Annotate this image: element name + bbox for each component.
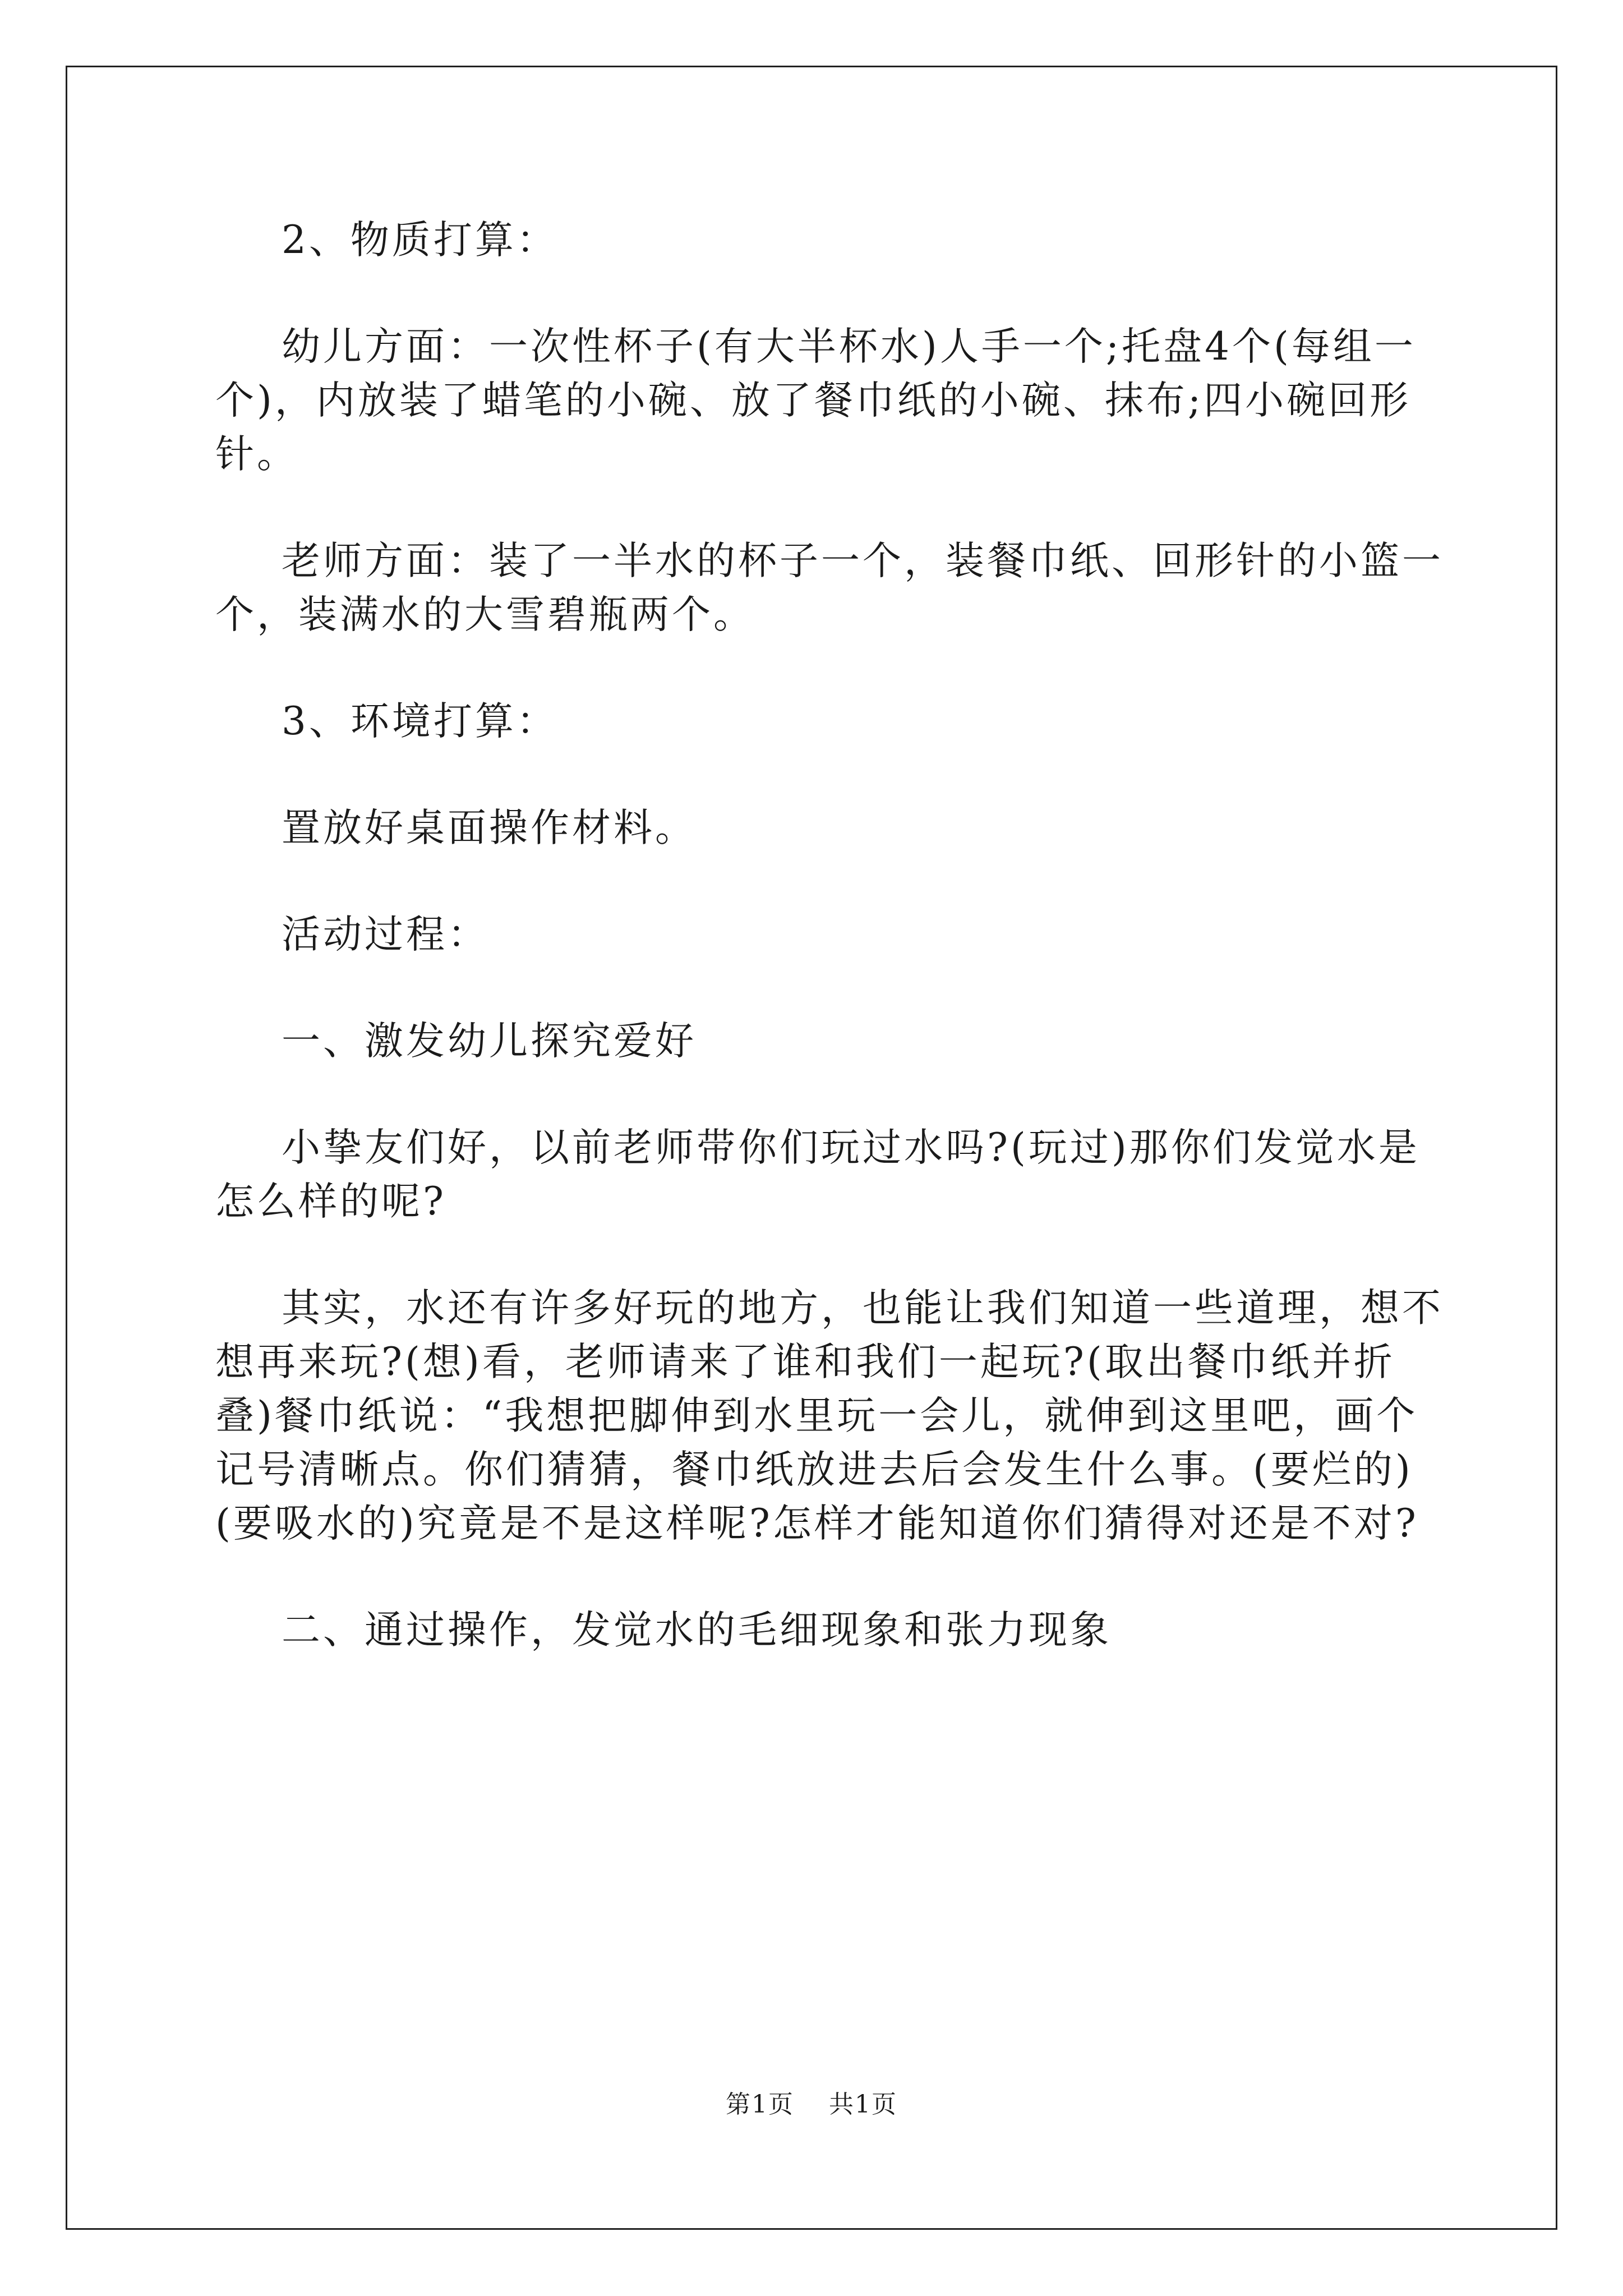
paragraph-teacher-materials: 老师方面：装了一半水的杯子一个，装餐巾纸、回形针的小篮一个，装满水的大雪碧瓶两个。: [215, 539, 1444, 637]
page-total: 共1页: [829, 2090, 897, 2119]
paragraph-napkin-story: 其实，水还有许多好玩的地方，也能让我们知道一些道理，想不想再来玩?(想)看，老师请来了谁和我们一起玩?(取出餐巾纸并折叠)餐巾纸说：“我想把脚伸到水里玩一会儿，就伸到这里吧，画个记号清晰点。你们猜猜，餐巾纸放进去后会发生什么事。(要烂的)(要吸水的)究竟是不是这样呢?怎样才能知道你们猜得对还是不对?: [215, 1286, 1444, 1546]
step-heading-2: 二、通过操作，发觉水的毛细现象和张力现象: [282, 1608, 1112, 1653]
page-footer: [0, 2088, 1623, 2122]
paragraph-environment: 置放好桌面操作材料。: [282, 806, 697, 850]
paragraph-intro-question: 小挚友们好，以前老师带你们玩过水吗?(玩过)那你们发觉水是怎么样的呢?: [215, 1125, 1420, 1224]
document-body: [215, 213, 1449, 1710]
paragraph-children-materials: 幼儿方面：一次性杯子(有大半杯水)人手一个;托盘4个(每组一个)，内放装了蜡笔的小碗、放了餐巾纸的小碗、抹布;四小碗回形针。: [215, 324, 1416, 477]
section-heading-environment: 3、环境打算：: [282, 699, 558, 744]
page-number: 第1页: [726, 2090, 794, 2119]
section-heading-process: 活动过程：: [282, 912, 489, 957]
step-heading-1: 一、激发幼儿探究爱好: [282, 1019, 697, 1064]
section-heading-materials: 2、物质打算：: [282, 218, 558, 263]
